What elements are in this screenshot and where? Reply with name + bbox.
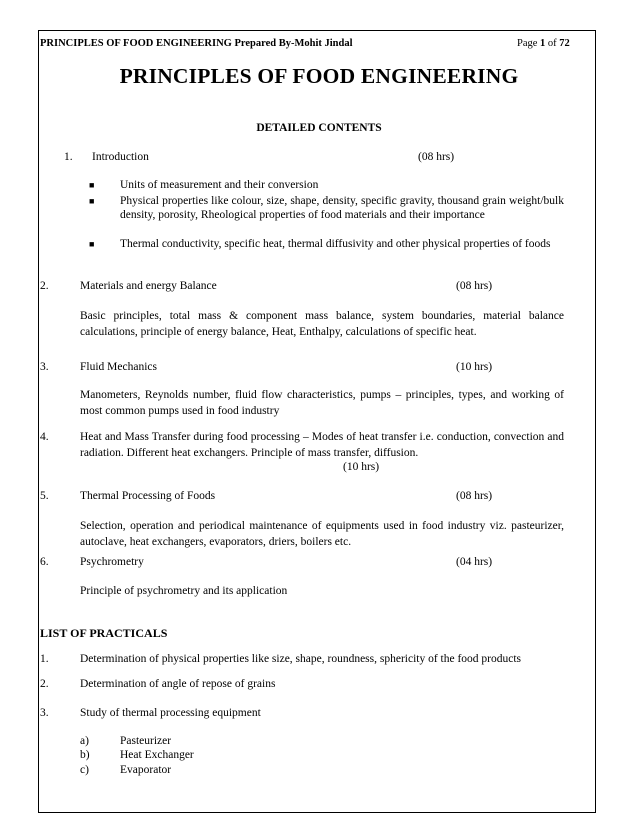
- topic-1-title: Introduction: [92, 151, 149, 163]
- bullet-icon: ■: [89, 239, 95, 249]
- practicals-heading: LIST OF PRACTICALS: [40, 626, 168, 640]
- practical-2-number: 2.: [40, 678, 49, 690]
- topic-1-number: 1.: [64, 151, 73, 163]
- topic-2-title: Materials and energy Balance: [80, 280, 217, 292]
- equipment-c-letter: c): [80, 764, 89, 776]
- page-current: 1: [540, 38, 546, 49]
- topic-3-title: Fluid Mechanics: [80, 361, 157, 373]
- practical-2-text: Determination of angle of repose of grains: [80, 678, 276, 690]
- practical-3-number: 3.: [40, 707, 49, 719]
- page-number: [517, 38, 570, 49]
- topic-5-description: Selection, operation and periodical maintenance of equipments used in food industry viz. pasteurizer, autoclave, heat exchangers, evaporators, driers, boilers etc.: [80, 520, 564, 548]
- bullet-icon: ■: [89, 180, 95, 190]
- topic-3-description: Manometers, Reynolds number, fluid flow characteristics, pumps – principles, types, and working of most common pumps used in food industry: [80, 389, 564, 417]
- contents-heading: DETAILED CONTENTS: [256, 122, 382, 134]
- equipment-a-text: Pasteurizer: [120, 735, 172, 747]
- running-header: [40, 38, 353, 49]
- topic-6-number: 6.: [40, 556, 49, 568]
- topic-3-hours: (10 hrs): [456, 361, 493, 373]
- topic-2-number: 2.: [40, 280, 49, 292]
- equipment-a-letter: a): [80, 735, 89, 747]
- topic-1-hours: (08 hrs): [418, 151, 455, 163]
- header-title: PRINCIPLES OF FOOD ENGINEERING Prepared By-Mohit Jindal: [40, 38, 353, 49]
- equipment-b-text: Heat Exchanger: [120, 749, 194, 761]
- bullet-icon: ■: [89, 196, 95, 206]
- document-title: PRINCIPLES OF FOOD ENGINEERING: [119, 64, 519, 88]
- topic-6-title: Psychrometry: [80, 556, 144, 568]
- topic-1-bullet-2: Physical properties like colour, size, shape, density, specific gravity, thousand grain weight/bulk density, porosity, Rheological properties of food materials and their importance: [120, 195, 564, 221]
- topic-5-title: Thermal Processing of Foods: [80, 490, 216, 502]
- topic-1-bullet-1: Units of measurement and their conversion: [120, 179, 319, 191]
- topic-5-number: 5.: [40, 490, 49, 502]
- topic-5-hours: (08 hrs): [456, 490, 493, 502]
- practical-3-text: Study of thermal processing equipment: [80, 707, 261, 719]
- equipment-b-letter: b): [80, 749, 90, 761]
- topic-2-description: Basic principles, total mass & component mass balance, system boundaries, material balance calculations, principle of energy balance, Heat, Enthalpy, calculations of specific heat.: [80, 310, 564, 338]
- equipment-c-text: Evaporator: [120, 764, 172, 776]
- topic-4-hours: (10 hrs): [343, 461, 380, 473]
- practical-1-text: Determination of physical properties like size, shape, roundness, sphericity of the food products: [80, 653, 522, 665]
- topic-2-hours: (08 hrs): [456, 280, 493, 292]
- page-total: 72: [559, 38, 570, 49]
- page-prefix: Page: [517, 38, 538, 49]
- page-of: of: [547, 38, 557, 49]
- page-border: [38, 30, 596, 813]
- practical-1-number: 1.: [40, 653, 49, 665]
- topic-3-number: 3.: [40, 361, 49, 373]
- topic-4-description: Heat and Mass Transfer during food processing – Modes of heat transfer i.e. conduction, convection and radiation. Different heat exchangers. Principle of mass transfer, diffusion.: [80, 431, 564, 459]
- topic-4-number: 4.: [40, 431, 49, 443]
- topic-6-hours: (04 hrs): [456, 556, 493, 568]
- topic-6-description: Principle of psychrometry and its application: [80, 585, 288, 597]
- topic-1-bullet-3: Thermal conductivity, specific heat, thermal diffusivity and other physical properties of foods: [120, 238, 551, 250]
